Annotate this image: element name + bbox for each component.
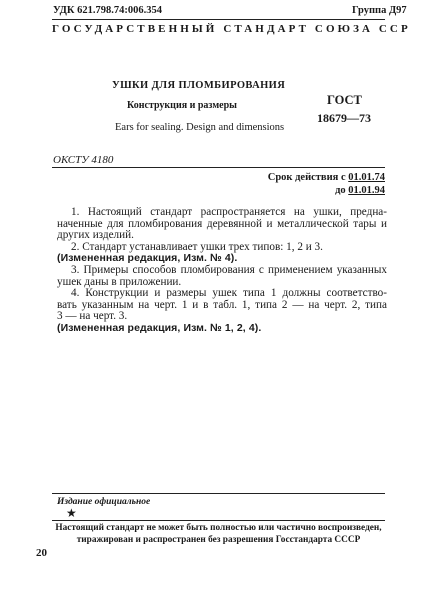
validity-to [335,185,385,196]
body-text [57,207,387,335]
validity-to-prefix: до [335,185,346,196]
para-1-line-1: 1. Настоящий стандарт распространяется на ушки, предна- [71,206,387,218]
gost-number: 18679—73 [317,111,371,125]
para-3-line-1: 3. Примеры способов пломбирования с применением указанных [71,263,387,276]
okstu-code: ОКСТУ 4180 [53,154,114,166]
page-number: 20 [36,547,47,559]
edition-note-1: (Измененная редакция, Изм. № 4). [57,252,238,265]
notice-line-1: Настоящий стандарт не может быть полностью или частично воспроизведен, [55,523,382,533]
footer-rule-bottom [52,520,385,521]
star-icon: ★ [66,506,77,520]
para-1-line-2: наченные для пломбирования деревянной и металлической тары и [57,217,387,230]
para-2: 2. Стандарт устанавливает ушки трех типов: 1, 2 и 3. [71,240,323,253]
validity-from [268,172,385,183]
subtitle-russian: Конструкция и размеры [127,100,237,111]
copyright-notice [52,523,385,546]
validity-to-date: 01.01.94 [348,185,385,196]
group-code: Группа Д97 [352,5,407,16]
validity-prefix: Срок действия с [267,172,346,183]
validity-from-date: 01.01.74 [348,172,385,183]
para-1-line-3: других изделий. [57,229,134,242]
title-russian: УШКИ ДЛЯ ПЛОМБИРОВАНИЯ [112,80,286,91]
udk-code: УДК 621.798.74:006.354 [53,5,162,16]
header-rule [52,19,385,20]
okstu-rule [52,167,385,168]
footer-rule-top [52,493,385,494]
title-english: Ears for sealing. Design and dimensions [115,122,285,133]
notice-line-2: тиражирован и распространен без разрешения Госстандарта СССР [76,534,361,545]
edition-note-2: (Измененная редакция, Изм. № 1, 2, 4). [57,321,262,334]
gost-label: ГОСТ [327,93,362,107]
official-edition-label: Издание официальное [57,497,151,507]
para-4-line-3: 3 — на черт. 3. [57,310,128,323]
para-4-line-1: 4. Конструкции и размеры ушек типа 1 должны соответство- [71,287,387,300]
state-standard-banner: ГОСУДАРСТВЕННЫЙ СТАНДАРТ СОЮЗА ССР [52,23,411,35]
para-4-line-2: вать указанным на черт. 1 и в табл. 1, типа 2 — на черт. 2, типа [57,298,387,311]
para-3-line-2: ушек даны в приложении. [57,275,182,288]
